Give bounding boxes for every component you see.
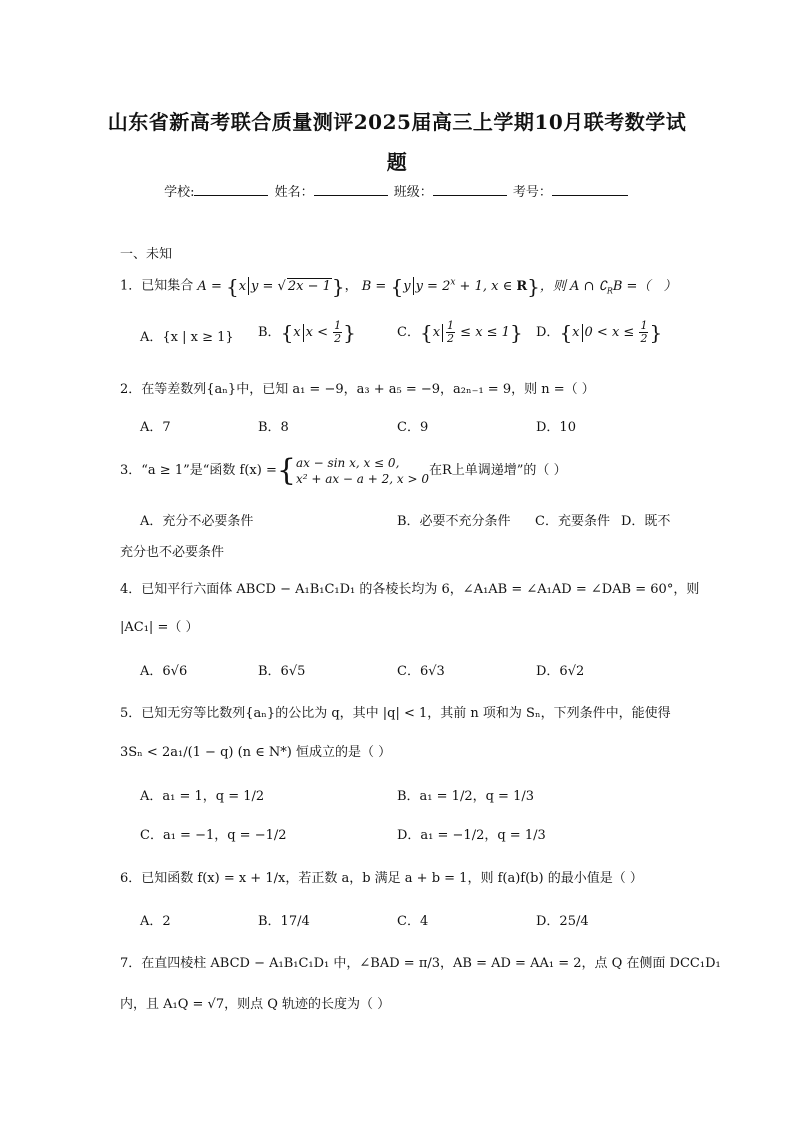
q5-option-c[interactable]: C．a₁ = −1，q = −1/2 xyxy=(140,828,287,843)
q1-option-a[interactable]: A．{x | x ≥ 1} xyxy=(140,330,234,345)
q1-option-b[interactable]: B．{x x < $\frac{1}{2}$ } xyxy=(258,319,356,345)
q3-stem-pre: 3．“a ≥ 1”是“函数 f(x) = xyxy=(120,463,277,478)
q4-option-a[interactable]: A．6√6 xyxy=(140,664,188,679)
q4-option-c[interactable]: C．6√3 xyxy=(397,664,445,679)
q3-option-c[interactable]: C．充要条件 xyxy=(535,514,610,529)
id-label: 考号： xyxy=(512,185,552,200)
class-label: 班级： xyxy=(393,185,433,200)
question-5-stem: 5．已知无穷等比数列{aₙ}的公比为 q，其中 |q| < 1，其前 n 项和为 Sₙ，下列条件中，能使得 xyxy=(120,706,671,721)
q3-stem-post: 在R上单调递增”的（ ） xyxy=(429,463,567,478)
q3-option-b[interactable]: B．必要不充分条件 xyxy=(397,514,511,529)
question-7-line2: 内，且 A₁Q = √7，则点 Q 轨迹的长度为（ ） xyxy=(120,997,391,1012)
question-2-stem: 2．在等差数列{aₙ}中，已知 a₁ = −9，a₃ + a₅ = −9，a₂ₙ₋₁ = 9，则 n =（ ） xyxy=(120,382,595,397)
q3-option-d[interactable]: D．既不 xyxy=(621,514,671,529)
q6-option-d[interactable]: D．25/4 xyxy=(536,914,589,929)
q1-option-d[interactable]: D．{x 0 < x ≤ $\frac{1}{2}$ } xyxy=(536,319,663,345)
question-3-stem: 3．“a ≥ 1”是“函数 f(x) ={ ax − sin x, x ≤ 0, x² + ax − a + 2, x > 0 在R上单调递增”的（ ） xyxy=(120,453,567,488)
q2-option-b[interactable]: B．8 xyxy=(258,420,289,435)
q5-option-b[interactable]: B．a₁ = 1/2，q = 1/3 xyxy=(397,789,534,804)
q6-option-c[interactable]: C．4 xyxy=(397,914,429,929)
q4-option-b[interactable]: B．6√5 xyxy=(258,664,306,679)
page-title: 山东省新高考联合质量测评2025届高三上学期10月联考数学试 xyxy=(107,110,687,134)
q2-option-d[interactable]: D．10 xyxy=(536,420,576,435)
q1-ask: ，则 A ∩ $∁_RB$ =（ ） xyxy=(539,278,677,296)
q5-option-a[interactable]: A．a₁ = 1，q = 1/2 xyxy=(140,789,265,804)
school-blank[interactable] xyxy=(194,183,268,196)
q1-set-b: B = {y $y = 2^x + 1$, x ∈ R} xyxy=(361,274,540,298)
q6-option-b[interactable]: B．17/4 xyxy=(258,914,310,929)
school-label: 学校: xyxy=(164,185,195,200)
question-4-stem: 4．已知平行六面体 ABCD − A₁B₁C₁D₁ 的各棱长均为 6，∠A₁AB = ∠A₁AD = ∠DAB = 60°，则 xyxy=(120,582,700,597)
page-title-continued: 题 xyxy=(386,150,408,174)
q6-option-a[interactable]: A．2 xyxy=(140,914,171,929)
section-heading: 一、未知 xyxy=(120,247,173,262)
q3-option-d-wrap: 充分也不必要条件 xyxy=(120,545,225,560)
name-label: 姓名： xyxy=(274,185,314,200)
q4-option-d[interactable]: D．6√2 xyxy=(536,664,585,679)
q1-set-a: A = {x y = √ 2x − 1} xyxy=(197,274,345,298)
question-5-ask: 3Sₙ < 2a₁/(1 − q) (n ∈ N*) 恒成立的是（ ） xyxy=(120,745,392,760)
class-blank[interactable] xyxy=(433,183,507,196)
id-blank[interactable] xyxy=(552,183,628,196)
q3-piecewise: ax − sin x, x ≤ 0, x² + ax − a + 2, x > 0 xyxy=(295,455,429,486)
student-info-line xyxy=(0,181,794,200)
question-1-stem: 1．已知集合 A = {x y = √ 2x − 1}， B = {y $y = 2^x + 1$, x ∈ R}，则 A ∩ $∁_RB$ =（ ） xyxy=(120,274,677,298)
q5-option-d[interactable]: D．a₁ = −1/2，q = 1/3 xyxy=(397,828,546,843)
name-blank[interactable] xyxy=(314,183,388,196)
q2-option-c[interactable]: C．9 xyxy=(397,420,429,435)
question-4-ask: |AC₁| =（ ） xyxy=(120,620,199,635)
question-6-stem: 6．已知函数 f(x) = x + 1/x，若正数 a，b 满足 a + b = 1，则 f(a)f(b) 的最小值是（ ） xyxy=(120,871,643,886)
q1-option-c[interactable]: C．{x $\frac{1}{2}$ ≤ x ≤ 1} xyxy=(397,319,523,345)
q1-stem-text: 1．已知集合 xyxy=(120,278,194,294)
q2-option-a[interactable]: A．7 xyxy=(140,420,171,435)
question-7-stem: 7．在直四棱柱 ABCD − A₁B₁C₁D₁ 中，∠BAD = π/3，AB = AD = AA₁ = 2，点 Q 在侧面 DCC₁D₁ xyxy=(120,956,721,971)
q3-option-a[interactable]: A．充分不必要条件 xyxy=(140,514,254,529)
